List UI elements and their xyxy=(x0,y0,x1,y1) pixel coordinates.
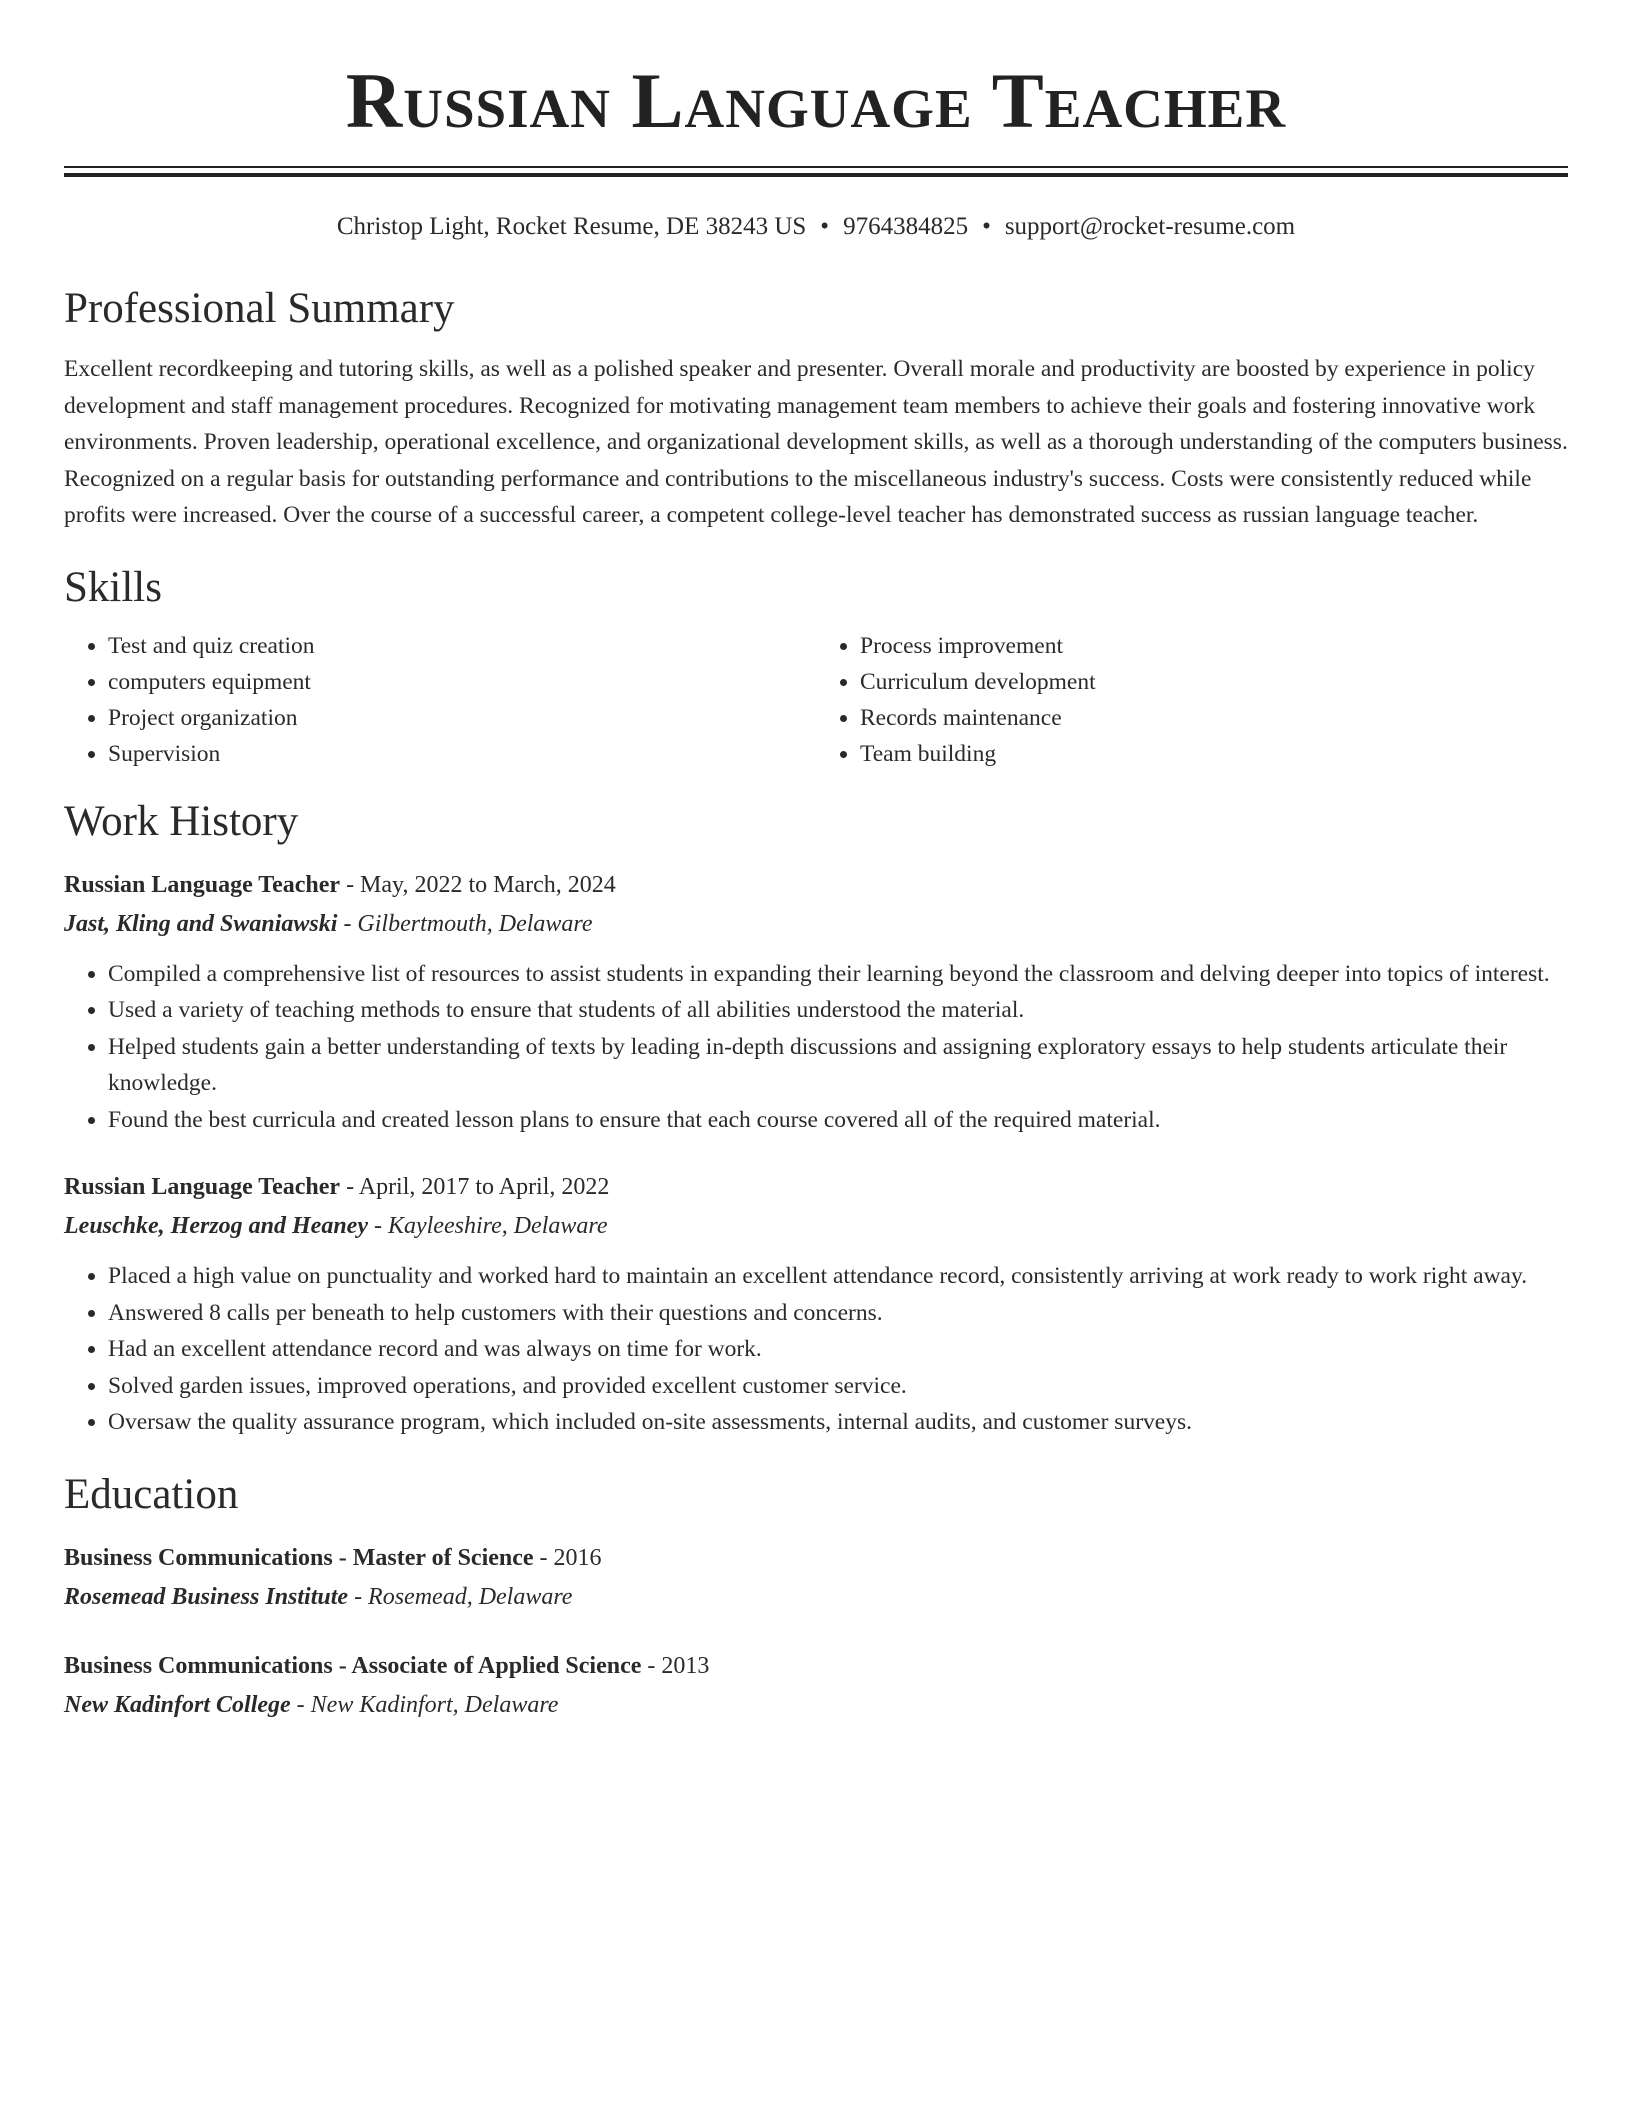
skill-item: • Records maintenance xyxy=(860,700,1568,736)
job-dates: - May, 2022 to March, 2024 xyxy=(340,871,616,898)
degree-year: - 2016 xyxy=(533,1544,602,1571)
skill-item: • Supervision xyxy=(108,736,816,772)
skill-item: • computers equipment xyxy=(108,664,816,700)
school-location: - New Kadinfort, Delaware xyxy=(290,1691,559,1718)
skill-item: • Project organization xyxy=(108,700,816,736)
skill-item: • Test and quiz creation xyxy=(108,628,816,664)
company-name: Jast, Kling and Swaniawski xyxy=(64,910,338,937)
degree-line xyxy=(64,1647,1568,1685)
company-line xyxy=(64,904,1568,944)
skills-heading: Skills xyxy=(64,563,162,611)
job-title-line xyxy=(64,1168,1568,1206)
job-duties xyxy=(64,1258,1568,1441)
title-divider xyxy=(64,166,1568,177)
skill-item: • Curriculum development xyxy=(860,664,1568,700)
duty-item: • Compiled a comprehensive list of resources to assist students in expanding their learning beyond the classroom and delving deeper into topics of interest. xyxy=(108,956,1568,993)
school-line xyxy=(64,1577,1568,1617)
contact-separator: • xyxy=(982,213,991,240)
duty-item: • Solved garden issues, improved operations, and provided excellent customer service. xyxy=(108,1368,1568,1405)
skill-item: • Team building xyxy=(860,736,1568,772)
duty-item: • Oversaw the quality assurance program, which included on-site assessments, internal audits, and customer surveys. xyxy=(108,1404,1568,1441)
job-title: Russian Language Teacher xyxy=(64,871,341,898)
contact-phone: 9764384825 xyxy=(843,213,969,240)
duty-item: • Answered 8 calls per beneath to help customers with their questions and concerns. xyxy=(108,1295,1568,1332)
degree-year: - 2013 xyxy=(641,1652,710,1679)
duty-item: • Placed a high value on punctuality and worked hard to maintain an excellent attendance record, consistently arriving at work ready to work right away. xyxy=(108,1258,1568,1295)
skills-column-right xyxy=(816,628,1568,772)
contact-email: support@rocket-resume.com xyxy=(1004,213,1296,240)
degree-name: Business Communications - Master of Science xyxy=(64,1544,534,1571)
job-dates: - April, 2017 to April, 2022 xyxy=(340,1174,610,1200)
skill-item: • Process improvement xyxy=(860,628,1568,664)
company-location: - Gilbertmouth, Delaware xyxy=(337,910,593,937)
duty-item: • Had an excellent attendance record and was always on time for work. xyxy=(108,1331,1568,1368)
contact-address: Christop Light, Rocket Resume, DE 38243 US xyxy=(336,213,807,240)
school-line xyxy=(64,1685,1568,1725)
degree-name: Business Communications - Associate of Applied Science xyxy=(64,1652,642,1679)
duty-item: • Helped students gain a better understanding of texts by leading in-depth discussions and assigning exploratory essays to help students articulate their knowledge. xyxy=(108,1029,1568,1102)
education-heading: Education xyxy=(64,1470,239,1518)
job-title: Russian Language Teacher xyxy=(64,1174,341,1200)
contact-separator: • xyxy=(820,213,830,240)
company-name: Leuschke, Herzog and Heaney xyxy=(64,1213,368,1239)
school-name: New Kadinfort College xyxy=(64,1691,291,1718)
job-entry xyxy=(64,866,1568,1139)
job-title-line xyxy=(64,866,1568,904)
summary-heading: Professional Summary xyxy=(64,285,455,332)
job-entry xyxy=(64,1168,1568,1441)
resume-title: Russian Language Teacher xyxy=(345,57,1287,144)
duty-item: • Found the best curricula and created lesson plans to ensure that each course covered all of the required material. xyxy=(108,1102,1568,1139)
job-duties xyxy=(64,956,1568,1139)
skills-column-left xyxy=(64,628,816,772)
skills-list xyxy=(64,628,1568,772)
company-location: - Kayleeshire, Delaware xyxy=(367,1213,608,1239)
work-history-heading: Work History xyxy=(64,797,299,845)
education-entry xyxy=(64,1539,1568,1617)
contact-line xyxy=(64,211,1568,243)
school-name: Rosemead Business Institute xyxy=(64,1583,349,1610)
summary-text: Excellent recordkeeping and tutoring skills, as well as a polished speaker and presenter. Overall morale and productivity are boosted by experience in policy development and staff management procedures. Recognized for motivating management team members to achieve their goals and fostering innovative work environments. Proven leadership, operational excellence, and organizational development skills, as well as a thorough understanding of the computers business. Recognized on a regular basis for outstanding performance and contributions to the miscellaneous industry's success. Costs were consistently reduced while profits were increased. Over the course of a successful career, a competent college-level teacher has demonstrated success as russian language teacher. xyxy=(64,356,1568,528)
company-line xyxy=(64,1206,1568,1246)
degree-line xyxy=(64,1539,1568,1577)
duty-item: • Used a variety of teaching methods to ensure that students of all abilities understood the material. xyxy=(108,992,1568,1029)
school-location: - Rosemead, Delaware xyxy=(348,1583,573,1610)
education-entry xyxy=(64,1647,1568,1725)
